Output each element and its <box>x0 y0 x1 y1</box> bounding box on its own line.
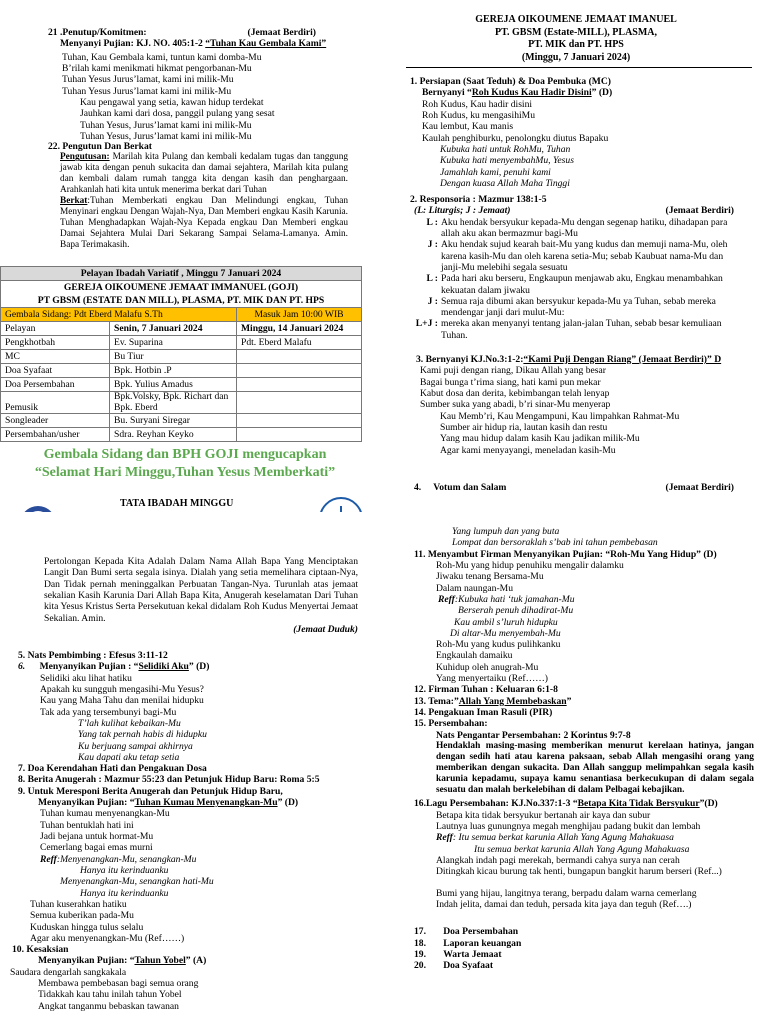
cell-person-2 <box>237 378 362 392</box>
tail-num: 18. <box>414 937 426 949</box>
lyric-line: Kuduskan hingga tulus selalu <box>30 921 144 933</box>
cell-person-1: Sdra. Reyhan Keyko <box>110 428 237 442</box>
cell-role: Pengkhotbah <box>1 336 110 350</box>
lyric-line: Roh-Mu yang kudus pulihkanku <box>436 639 561 651</box>
cell-person-2: Pdt. Eberd Malafu <box>237 336 362 350</box>
sec21-verse2 <box>80 97 348 142</box>
col-date-2: Minggu, 14 Januari 2024 <box>237 322 362 336</box>
sec15-title: 15. Persembahan: <box>414 718 488 730</box>
lyric-line: Kau lembut, Kau manis <box>422 121 514 133</box>
lyric-line: Yang mau hidup dalam kasih Kau jadikan milik-Mu <box>440 433 640 445</box>
sec21-song-pre: Menyanyi Pujian: KJ. NO. 405:1-2 <box>60 38 203 50</box>
lyric-line: Cemerlang bagai emas murni <box>40 842 153 854</box>
cell-person-2 <box>237 364 362 378</box>
sec1-num: 1. <box>410 76 418 87</box>
cell-person-1: Bpk.Volsky, Bpk. Richart dan Bpk. Eberd <box>110 392 237 414</box>
lyric-line: Betapa kita tidak bersyukur bertanah air kaya dan subur <box>436 809 651 821</box>
masuk-cell: Masuk Jam 10:00 WIB <box>237 308 362 322</box>
oikoumene-logo-icon <box>318 496 364 512</box>
cell-person-1: Bu. Suryani Siregar <box>110 414 237 428</box>
lyric-line: Yang tak pernah habis di hidupku <box>78 729 207 741</box>
cell-role: Persembahan/usher <box>1 428 110 442</box>
reff-label: Reff <box>436 832 453 844</box>
reff-label: Reff <box>438 593 455 605</box>
berkat-text: :Tuhan Memberkati engkau Dan Melindungi engkau, Tuhan Menyinari engkau Dengan Wajah-Nya, Dan Memberi engkau Kasih Karunia. Tuhan Menghadapkan Wajah-Nya Kepada engkau Dan Memberi engkau Damai Sejahtera Mulai Dari Sekarang Sampai Selama-Lamanya. Amin. Bapa Terimakasih. <box>60 196 348 251</box>
resp-speaker: L : <box>426 273 438 285</box>
lyric-line: Di altar-Mu menyembah-Mu <box>450 627 561 639</box>
lyric-line: Ditingkah kicau burung tak henti, bungapun bangkit harum berseri (Ref...) <box>436 866 722 878</box>
intro-text: Pertolongan Kepada Kita Adalah Dalam Nama Allah Bapa Yang Menciptakan Langit Dan Bumi serta segala isinya. Dialah yang setia memelihara ciptaan-Nya, Dan Tidak pernah meninggalkan Perbuatan Tangan-Nya. Turunlah atas jemaat sekalian Kasih Karunia Dari Allah Bapa Kita, Anugerah keselamatan Dari Tuhan kita Yesus Kristus Serta Persekutuan kekal didalam Roh Kudus Menyertai Jemaat Sekalian. Amin. <box>44 556 358 624</box>
lyric-line: Kuhidup oleh anugrah-Mu <box>436 661 539 673</box>
lyric-line: Ku berjuang sampai akhirnya <box>78 740 193 752</box>
lyric-line: Tuhan kuserahkan hatiku <box>30 898 127 910</box>
lyric-line: Agar kami menyayangi, meneladan kasih-Mu <box>440 444 616 456</box>
table-title-1: Pelayan Ibadah Variatif , Minggu 7 Januari 2024 <box>1 267 362 281</box>
lyric-line: Kubuka hati untuk RohMu, Tuhan <box>440 143 571 155</box>
resp-speaker: L : <box>426 216 438 228</box>
lyric-line: Sumber air hidup ria, lautan kasih dan restu <box>440 421 608 433</box>
tata-ibadah-title: TATA IBADAH MINGGU <box>120 498 234 509</box>
sec3-title-pre: 3. Bernyanyi KJ.No.3:1-2: <box>416 354 524 365</box>
sec5-title: 5. Nats Pembimbing : Efesus 3:11-12 <box>18 650 168 661</box>
lyric-line: Dengan kuasa Allah Maha Tinggi <box>440 177 570 189</box>
table-row <box>1 336 362 350</box>
lyric-line: Engkaulah damaiku <box>436 650 513 662</box>
cell-role: MC <box>1 350 110 364</box>
lyric-line: Tak ada yang tersembunyi bagi-Mu <box>40 706 177 718</box>
sec4-title: Votum dan Salam <box>433 482 507 493</box>
lyric-line: Indah jelita, damai dan teduh, persada kita jaya dan teguh (Ref….) <box>436 898 692 910</box>
sec13-theme: Allah Yang Membebaskan <box>458 695 567 707</box>
lyric-line: Bumi yang hijau, langitnya terang, berpadu dalam warna cemerlang <box>436 887 697 899</box>
table-header-row <box>1 322 362 336</box>
header-line-2: PT. GBSM (Estate-MILL), PLASMA, <box>494 26 658 38</box>
sec4-standing: (Jemaat Berdiri) <box>665 482 734 493</box>
sec9-song-title: Tuhan Kumau Menyenangkan-Mu <box>134 797 278 809</box>
tail-item: Warta Jemaat <box>443 948 502 960</box>
sec2-legend: (L: Liturgis; J : Jemaat) <box>414 205 511 217</box>
lyric-line: Berserah penuh dihadirat-Mu <box>458 605 574 617</box>
page-back-cover <box>0 0 384 512</box>
sec6-pre: Menyanyikan Pujian : “ <box>39 661 139 673</box>
lyric-line: Kau pengawal yang setia, kawan hidup terdekat <box>80 96 264 108</box>
lyric-line: Dalam naungan-Mu <box>436 582 513 594</box>
sec4-num: 4. <box>414 482 422 493</box>
col-date-1: Senin, 7 Januari 2024 <box>110 322 237 336</box>
cell-person-2 <box>237 350 362 364</box>
greeting-line-2: “Selamat Hari Minggu,Tuhan Yesus Memberkati” <box>34 465 336 480</box>
header-line-3: PT. MIK dan PT. HPS <box>528 39 624 50</box>
service-schedule-table <box>0 266 362 442</box>
sec1-sing-post: ” (D) <box>591 87 613 99</box>
lyric-line: Semua kuberikan pada-Mu <box>30 910 134 922</box>
section-2 <box>410 194 756 341</box>
sec15-nats: Nats Pengantar Persembahan: 2 Korintus 9:7-8 <box>436 729 631 741</box>
section-1 <box>410 76 756 189</box>
lyric-line: Kau ambil s’luruh hidupku <box>454 616 558 628</box>
sec2-standing: (Jemaat Berdiri) <box>665 205 734 217</box>
sec14-title: 14. Pengakuan Iman Rasuli (PIR) <box>414 707 553 718</box>
cell-role: Doa Persembahan <box>1 378 110 392</box>
lyric-line: Roh Kudus, ku mengasihiMu <box>422 109 535 121</box>
berkat-label: Berkat <box>60 196 88 207</box>
lyric-line: Kaulah penghiburku, penolongku diutus Bapaku <box>422 132 609 144</box>
tail-item: Laporan keuangan <box>443 937 522 949</box>
lyric-line: Tuhan Yesus Jurus’lamat, kami ini milik-Mu <box>62 74 234 86</box>
lyric-line: Roh Kudus, Kau hadir disini <box>422 98 533 110</box>
lyric-line: Lompat dan bersoraklah s’bab ini tahun pembebasan <box>452 537 658 549</box>
lyric-line: Tuhan, Kau Gembala kami, tuntun kami domba-Mu <box>62 51 262 63</box>
section-3 <box>416 354 762 456</box>
cell-person-1: Bpk. Yulius Amadus <box>110 378 237 392</box>
sec6-post: ” (D) <box>188 661 210 673</box>
sec16-post: ”(D) <box>699 798 718 810</box>
table-row <box>1 414 362 428</box>
sec8-title: 8. Berita Anugerah : Mazmur 55:23 dan Petunjuk Hidup Baru: Roma 5:5 <box>18 774 320 786</box>
sec21-standing: (Jemaat Berdiri) <box>247 27 316 38</box>
sec21-title: 21 .Penutup/Komitmen: <box>48 27 147 38</box>
sec11-title: 11. Menyambut Firman Menyanyikan Pujian: “Roh-Mu Yang Hidup” (D) <box>414 548 717 560</box>
lyric-line: Tuhan bentuklah hati ini <box>40 819 134 831</box>
resp-speaker: J : <box>427 239 438 251</box>
cell-person-1: Ev. Suparina <box>110 336 237 350</box>
sec7-title: 7. Doa Kerendahan Hati dan Pengakuan Dosa <box>18 763 207 775</box>
table-row <box>1 428 362 442</box>
resp-text: Aku hendak sujud kearah bait-Mu yang kudus dan memuji nama-Mu, oleh karena kasih-Mu dan oleh karena setia-Mu; sebab Kaubuat nama-Mu dan janji-Mu melebihi segala sesuatu <box>441 239 728 273</box>
sec3-song-title: “Kami Puji Dengan Riang” (Jemaat Berdiri)” D <box>523 354 722 365</box>
lyric-line: Jiwaku tenang Bersama-Mu <box>436 571 544 583</box>
table-row <box>1 364 362 378</box>
lyric-line: T’lah kulihat kebaikan-Mu <box>78 717 181 729</box>
lyric-line: Kau dapati aku tetap setia <box>78 751 180 763</box>
lyric-line: Agar aku menyenangkan-Mu (Ref……) <box>30 932 185 944</box>
lyric-line: Apakah ku sungguh mengasihi-Mu Yesus? <box>40 683 204 695</box>
lyric-line: Tuhan Yesus Jurus’lamat kami ini milik-Mu <box>62 85 232 97</box>
lyric-line: Saudara dengarlah sangkakala <box>10 966 127 978</box>
resp-speaker: J : <box>427 295 438 307</box>
table-row <box>1 378 362 392</box>
church-header <box>384 14 768 64</box>
lyric-line: Tuhan kumau menyenangkan-Mu <box>40 808 170 820</box>
lyric-line: Itu semua berkat karunia Allah Yang Agung Mahakuasa <box>474 843 690 855</box>
pengutusan-text: Marilah kita Pulang dan kembali kedalam tugas dan tanggung jawab kita dengan penuh sukacita dan damai sejahtera, Marilah kita pulang dan kembali dalam rumah tangga kita dengan kasih dan penghargaan. Arahkanlah hati kita untuk menerima berkat dari Tuhan <box>60 152 348 196</box>
page-inner-left <box>0 512 384 1024</box>
lyric-line: Jadi bejana untuk hormat-Mu <box>40 831 154 842</box>
lyric-line: Alangkah indah pagi merekah, bermandi cahya surya nan cerah <box>436 854 680 866</box>
sec2-title: 2. Responsoria : Mazmur 138:1-5 <box>410 194 547 205</box>
sec1-title: Persiapan (Saat Teduh) & Doa Pembuka (MC) <box>419 76 611 87</box>
sec21-song-title: “Tuhan Kau Gembala Kami” <box>205 38 327 50</box>
lyric-line: Hanya itu kerinduanku <box>80 887 169 899</box>
sec21-verse1 <box>62 52 348 97</box>
sec10-title: 10. Kesaksian <box>12 944 69 956</box>
lyric-line: Jauhkan kami dari dosa, panggil pulang yang sesat <box>80 108 275 120</box>
reff-text: :Menyenangkan-Mu, senangkan-Mu <box>56 853 197 865</box>
lyric-line: Menyenangkan-Mu, senangkan hati-Mu <box>60 876 214 888</box>
lyric-line: Hanya itu kerinduanku <box>80 864 169 876</box>
lyric-line: Yang lumpuh dan yang buta <box>452 526 560 537</box>
sec10-song-title: Tahun Yobel <box>134 955 186 967</box>
resp-text: Semua raja dibumi akan bersyukur kepada-Mu ya Tuhan, sebab mereka mendengar janji dari mulut-Mu: <box>441 295 716 319</box>
sec13-post: ” <box>566 695 572 707</box>
sec1-song-title: Roh Kudus Kau Hadir Disini <box>471 87 592 99</box>
header-divider <box>406 67 752 68</box>
section-5-10 <box>10 650 368 1012</box>
cell-person-1: Bu Tiur <box>110 350 237 364</box>
cell-person-1: Bpk. Hotbin .P <box>110 364 237 378</box>
cell-role: Songleader <box>1 414 110 428</box>
intro-block <box>44 556 358 635</box>
section-22 <box>48 141 348 251</box>
intro-sit: (Jemaat Duduk) <box>293 623 358 635</box>
gksi-logo <box>18 504 58 512</box>
lyric-line: Roh-Mu yang hidup penuhiku mengalir dalamku <box>436 559 624 571</box>
tail-num: 20. <box>414 960 426 972</box>
greeting-line-1: Gembala Sidang dan BPH GOJI mengucapkan <box>43 447 327 462</box>
sec13-pre: 13. Tema:” <box>414 695 459 707</box>
table-title-2: GEREJA OIKOUMENE JEMAAT IMMANUEL (GOJI) <box>1 281 362 295</box>
responsoria-list <box>410 217 756 341</box>
sec9-title: 9. Untuk Meresponi Berita Anugerah dan Petunjuk Hidup Baru, <box>18 785 283 797</box>
tail-item: Doa Persembahan <box>443 926 519 938</box>
resp-text: Aku hendak bersyukur kepada-Mu dengan segenap hatiku, dihadapan para allah aku akan bermazmur bagi-Mu <box>441 216 728 239</box>
tail-num: 17. <box>414 926 426 938</box>
gembala-cell: Gembala Sidang: Pdt Eberd Malafu S.Th <box>1 308 237 322</box>
sec10-post: ” (A) <box>185 955 207 967</box>
sec16-song-title: Betapa Kita Tidak Bersyukur <box>577 798 700 810</box>
reff-text: :Kubuka hati ‘tuk jamahan-Mu <box>454 593 575 605</box>
section-21 <box>48 27 348 142</box>
lyric-line: Angkat tanganmu bebaskan tawanan <box>38 1000 179 1012</box>
resp-speaker: L+J : <box>415 318 438 330</box>
cell-person-2 <box>237 392 362 414</box>
col-pelayan: Pelayan <box>1 322 110 336</box>
sec16-pre: 16.Lagu Persembahan: KJ.No.337:1-3 “ <box>414 798 578 810</box>
page-inner-right <box>384 512 768 1024</box>
lyric-line: Sumber suka yang abadi, b’ri sinar-Mu menyerap <box>420 399 611 411</box>
pengutusan-label: Pengutusan: <box>60 152 110 163</box>
lyric-line: Jamahlah kami, penuhi kami <box>440 166 551 178</box>
tail-num: 19. <box>414 948 426 960</box>
lyric-line: Yang menyertaiku (Ref……) <box>436 673 548 685</box>
lyric-line: Membawa pembebasan bagi semua orang <box>38 978 199 990</box>
reff-label: Reff <box>40 853 57 865</box>
section-4 <box>414 482 734 493</box>
sec6-song-title: Selidiki Aku <box>138 661 189 673</box>
lyric-line: Selidiki aku lihat hatiku <box>40 672 132 684</box>
lyric-line: Tuhan Yesus, Jurus’lamat kami ini milik-Mu <box>80 119 252 131</box>
sec15-text: Hendaklah masing-masing memberikan menurut kerelaan hatinya, jangan dengan sedih hati atau karena paksaan, sebab Allah mengasihi orang yang memberikan dengan sukacita. Dan Allah sanggup melimpahkan segala kasih karunia kepadamu, supaya kamu senantiasa berkecukupan di dalam segala sesuatu dan malah berkelebihan di dalam Pelbagai kebajikan. <box>436 740 754 796</box>
header-line-4: (Minggu, 7 Januari 2024) <box>521 51 631 63</box>
lyric-line: Kubuka hati menyembahMu, Yesus <box>440 155 574 167</box>
reff-text: : Itu semua berkat karunia Allah Yang Agung Mahakuasa <box>452 832 674 844</box>
gksi-logo-icon <box>18 504 58 512</box>
sec10-pre: Menyanyikan Pujian: “ <box>38 955 135 967</box>
lyric-line: Lautnya luas gunungnya megah menghijau padang bukit dan lembah <box>436 821 701 833</box>
gembala-row <box>1 308 362 322</box>
lyric-line: Kau Memb’ri, Kau Mengampuni, Kau limpahkan Rahmat-Mu <box>440 410 680 422</box>
sec22-title: 22. Pengutun Dan Berkat <box>48 141 152 152</box>
sec1-sing-pre: Bernyanyi “ <box>422 87 472 99</box>
cell-role: Doa Syafaat <box>1 364 110 378</box>
section-11-20 <box>414 526 764 971</box>
table-row <box>1 350 362 364</box>
resp-text: Pada hari aku berseru, Engkaupun menjawab aku, Engkau menambahkan kekuatan dalam jiwaku <box>441 273 723 296</box>
cell-person-2 <box>237 414 362 428</box>
lyric-line: Tidakkah kau tahu inilah tahun Yobel <box>38 989 182 1001</box>
lyric-line: Tuhan Yesus, Jurus’lamat kami ini milik-Mu <box>80 130 252 142</box>
lyric-line: Kami puji dengan riang, Dikau Allah yang besar <box>420 365 606 377</box>
sec9-post: ” (D) <box>277 797 299 809</box>
sec9-pre: Menyanyikan Pujian: “ <box>38 797 135 809</box>
sec6-num: 6. <box>18 661 26 673</box>
oikoumene-logo <box>318 496 364 512</box>
lyric-line: Kabut dosa dan derita, kebimbangan telah lenyap <box>420 387 610 399</box>
lyric-line: Bagai bunga t’rima siang, hati kami pun mekar <box>420 376 601 388</box>
header-line-1: GEREJA OIKOUMENE JEMAAT IMANUEL <box>475 14 677 25</box>
sec12-title: 12. Firman Tuhan : Keluaran 6:1-8 <box>414 684 558 696</box>
tail-item: Doa Syafaat <box>443 960 494 972</box>
lyric-line: Kau yang Maha Tahu dan menilai hidupku <box>40 695 204 707</box>
table-row <box>1 392 362 414</box>
cell-role: Pemusik <box>1 392 110 414</box>
table-title-3: PT GBSM (ESTATE DAN MILL), PLASMA, PT. MIK DAN PT. HPS <box>1 294 362 308</box>
resp-text: mereka akan menyanyi tentang jalan-jalan Tuhan, sebab besar kemuliaan Tuhan. <box>441 318 722 341</box>
page-front-cover <box>384 0 768 512</box>
lyric-line: B’rilah kami menikmati hikmat pengorbanan-Mu <box>62 62 252 74</box>
cell-person-2 <box>237 428 362 442</box>
